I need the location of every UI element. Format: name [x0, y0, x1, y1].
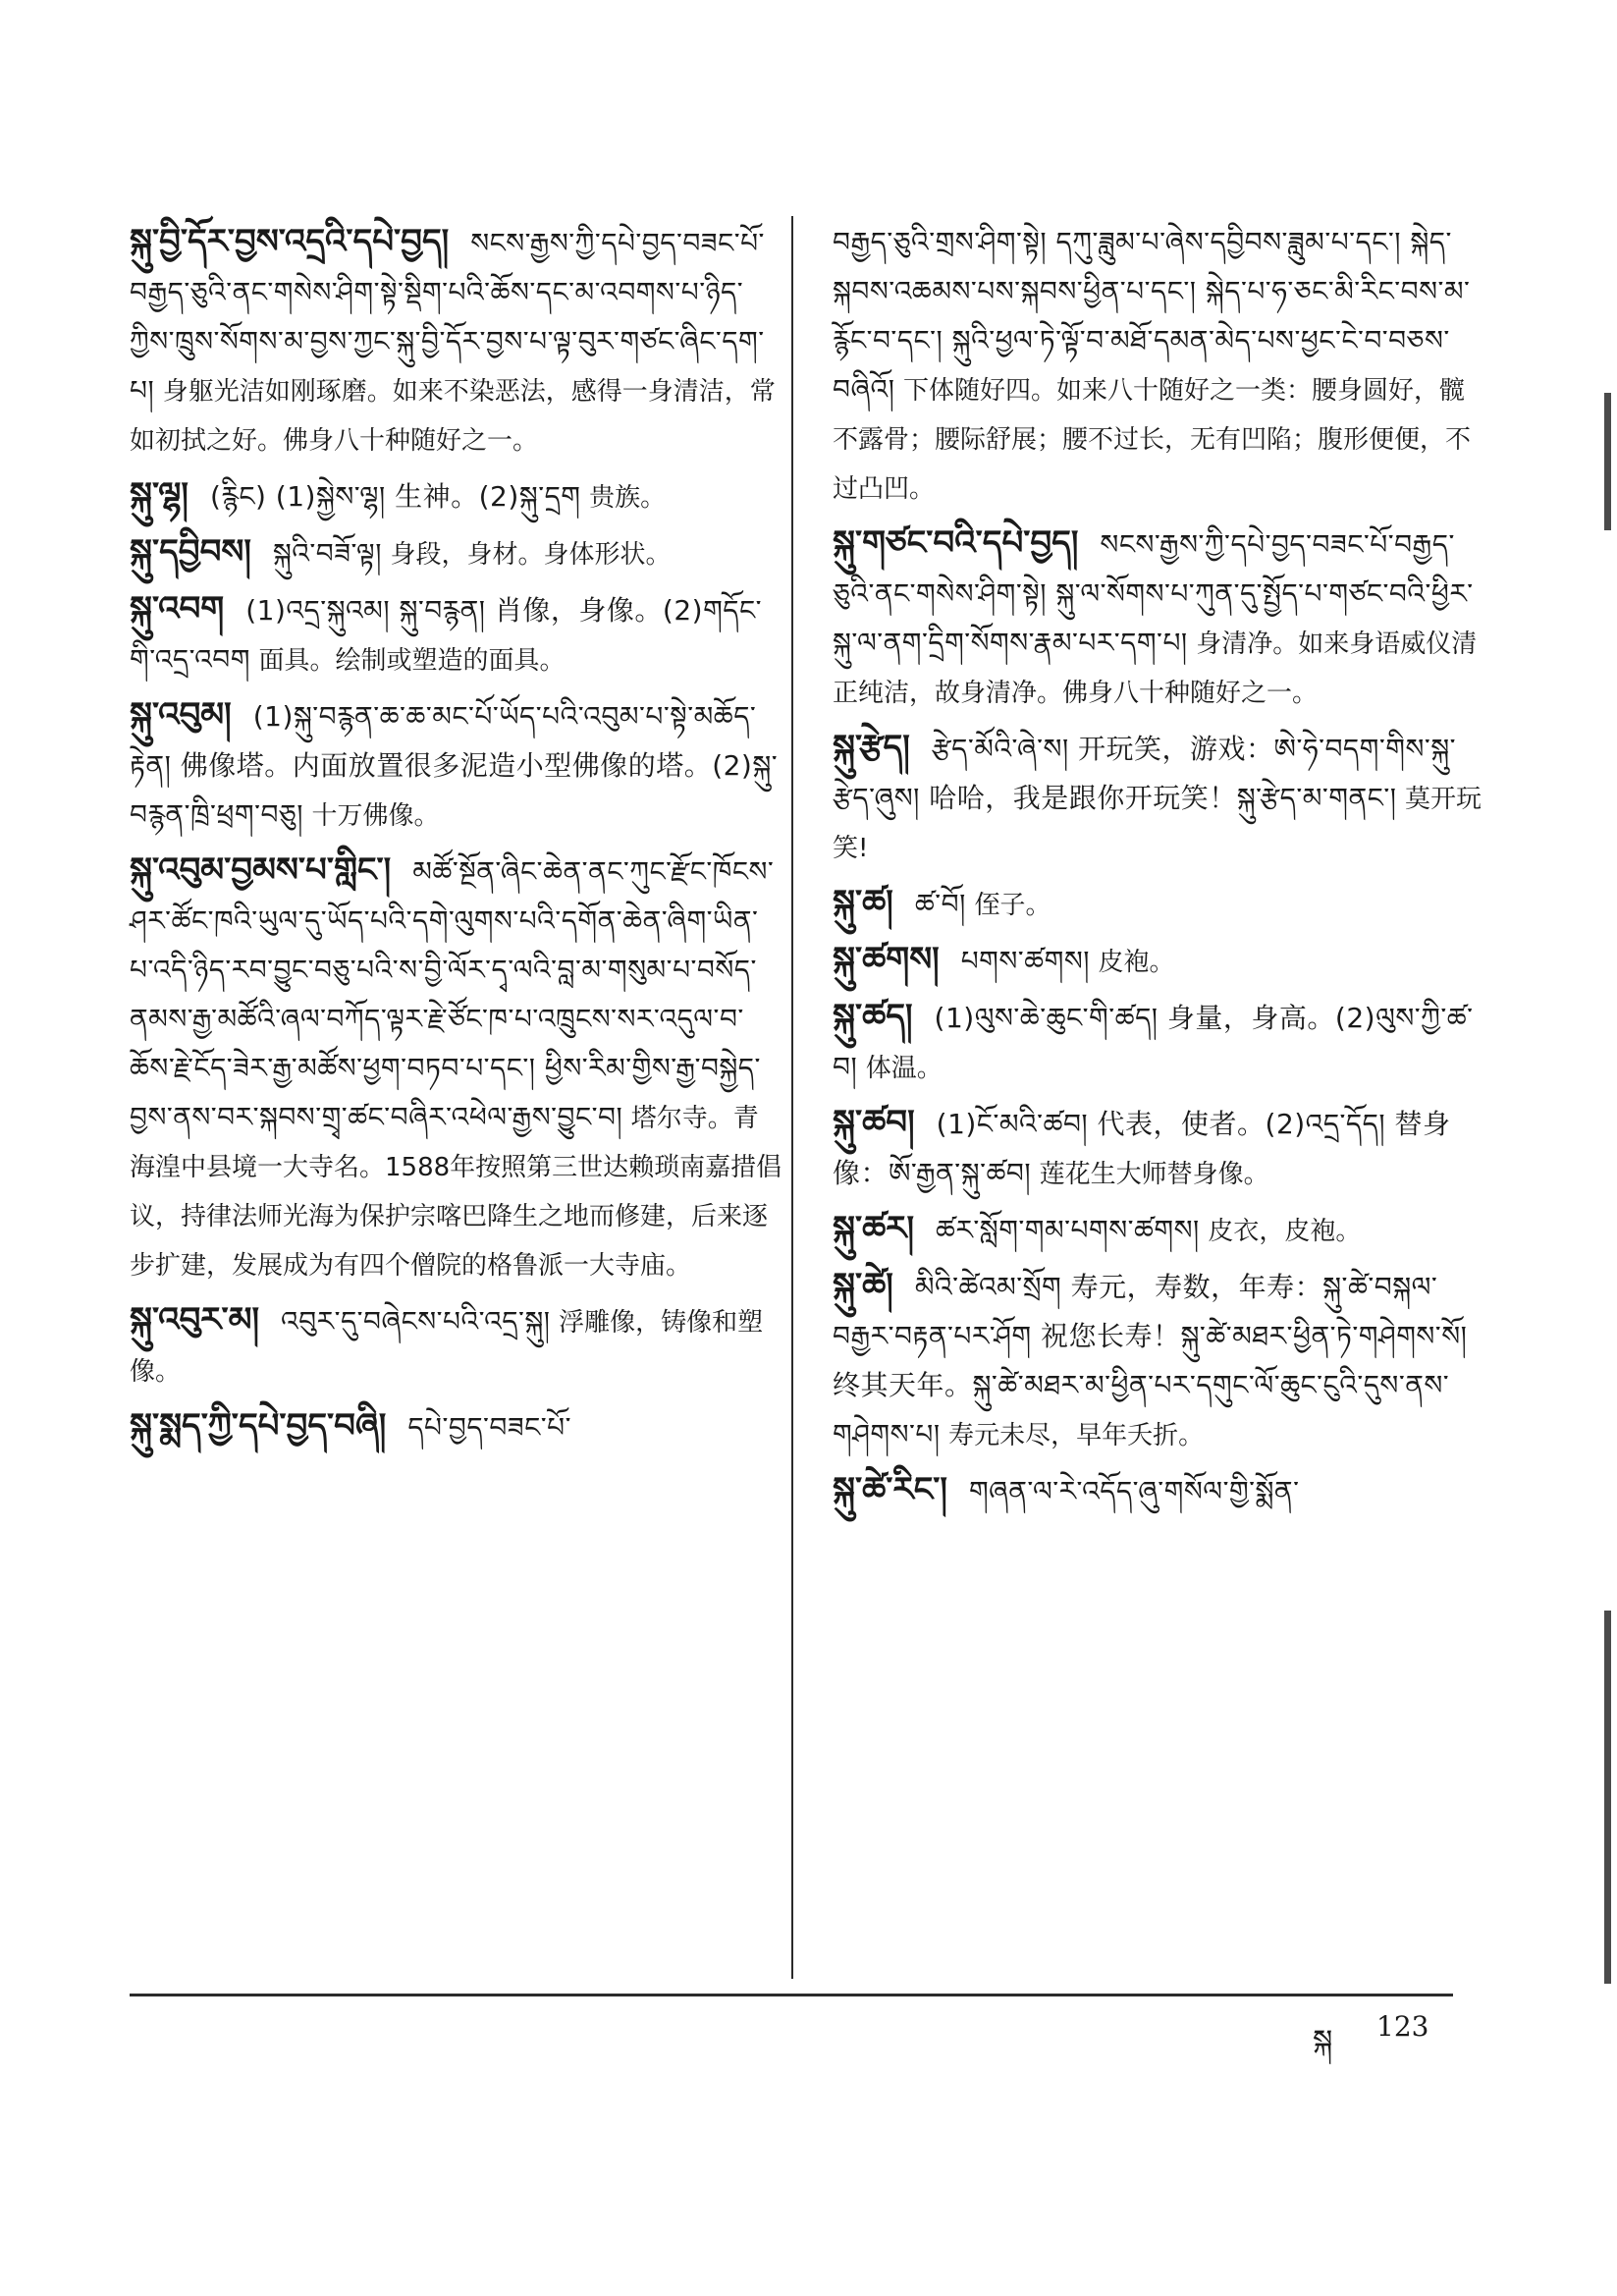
- entry-headword: སྐུ་འབག: [130, 589, 225, 629]
- entry-chinese-definition: 皮衣，皮袍。: [1208, 1217, 1362, 1246]
- edge-scan-mark: [1604, 1611, 1611, 1984]
- entry-headword: སྐུ་ཚེ་རིང་།: [833, 1470, 947, 1509]
- entry-headword: སྐུ་འབུམ་བྱམས་པ་གླིང་།: [130, 850, 392, 890]
- entry-tibetan-definition: གཞན་ལ་རེ་འདོད་ཞུ་གསོལ་གྱི་སྨོན་: [968, 1475, 1300, 1507]
- entry-tibetan-definition: མིའི་ཚེའམ་སྲོག 寿元，寿数，年寿：སྐུ་ཚེ་བསྐལ་བརྒྱར་བརྟན་པར་ཤོག 祝您长寿！སྐུ་ཚེ་མཐར་ཕྱིན་ཏེ་གཤེགས་སོ། 终其天年。སྐུ་ཚེ་མཐར་མ་ཕྱིན་པར་དགུང་ལོ་ཆུང་ངུའི་དུས་ནས་གཤེགས་པ།: [833, 1271, 1468, 1450]
- entry-tibetan-definition: རྩེད་མོའི་ཞེ་ས། 开玩笑，游戏：ཨེ་ཧེ་བདག་གིས་སྐུ་རྩེད་ཞུས། 哈哈，我是跟你开玩笑！སྐུ་རྩེད་མ་གནང་།: [833, 733, 1457, 814]
- entry-chinese-definition: 贵族。: [589, 483, 667, 513]
- entry-headword: སྐུ་ཚབ།: [833, 1103, 915, 1142]
- dictionary-entry: [130, 1402, 782, 1452]
- dictionary-entry: [833, 1262, 1485, 1460]
- column-divider: [791, 216, 793, 1979]
- dictionary-entry: [130, 471, 782, 522]
- entry-chinese-definition: 皮袍。: [1098, 948, 1175, 977]
- entry-chinese-definition: 塔尔寺。青海湟中县境一大寺名。1588年按照第三世达赖琐南嘉措倡议，持律法师光海为保护宗喀巴降生之地而修建，后来逐步扩建，发展成为有四个僧院的格鲁派一大寺庙。: [130, 1104, 782, 1281]
- dictionary-entry: [833, 1099, 1485, 1199]
- entry-chinese-definition: 面具。绘制或塑造的面具。: [258, 646, 566, 676]
- left-column: [130, 218, 782, 1458]
- dictionary-entry: [833, 1466, 1485, 1516]
- entry-tibetan-definition: སངས་རྒྱས་ཀྱི་དཔེ་བྱད་བཟང་པོ་བརྒྱད་ཅུའི་ནང་གསེས་ཤིག་སྟེ། སྐུ་ལ་སོགས་པ་ཀུན་དུ་སྤྱོད་པ་གཙང་བའི་ཕྱིར་སྐུ་ལ་ནག་དྲིག་སོགས་རྣམ་པར་དག་པ།: [833, 528, 1474, 659]
- entry-tibetan-definition: པགས་ཚགས།: [960, 945, 1090, 977]
- entry-tibetan-definition: (1)འདྲ་སྐུའམ། སྐུ་བརྙན། 肖像，身像。(2)གདོང་གི་འདྲ་འབག: [130, 594, 763, 676]
- entry-headword: སྐུ་ཚ།: [833, 883, 893, 922]
- dictionary-entry: [130, 528, 782, 579]
- entry-chinese-definition: 下体随好四。如来八十随好之一类：腰身圆好，髋不露骨；腰际舒展；腰不过长，无有凹陷；腹形便便，不过凸凹。: [833, 376, 1472, 504]
- entry-tibetan-definition: སྐུའི་བཟོ་ལྟ།: [272, 537, 382, 570]
- page-number: 123: [1376, 2010, 1429, 2043]
- entry-chinese-definition: 寿元未尽，早年夭折。: [948, 1421, 1205, 1450]
- entry-chinese-definition: 莫开玩笑!: [833, 785, 1482, 863]
- entry-tibetan-definition: མཚོ་སྔོན་ཞིང་ཆེན་ནང་ཀུང་རྫོང་ཁོངས་ཤར་ཚོང་ཁའི་ཡུལ་དུ་ཡོད་པའི་དགེ་ལུགས་པའི་དགོན་ཆེན་ཞིག་ཡིན་པ་འདི་ཉིད་རབ་བྱུང་བཅུ་པའི་ས་བྱི་ལོར་དྭ་ལའི་བླ་མ་གསུམ་པ་བསོད་ནམས་རྒྱ་མཚོའི་ཞལ་བཀོད་ལྟར་རྗེ་ཙོང་ཁ་པ་འཁྲུངས་སར་འདུལ་བ་ཆོས་རྗེ་ངོད་ཟེར་རྒྱ་མཚོས་ཕྱག་བཏབ་པ་དང་། ཕྱིས་རིམ་གྱིས་རྒྱ་བསྐྱེད་བྱས་ནས་བར་སྐབས་གྲྭ་ཚང་བཞིར་འཕེལ་རྒྱས་བྱུང་བ།: [130, 855, 775, 1133]
- entry-tibetan-definition: བརྒྱད་ཅུའི་གྲས་ཤིག་སྟེ། དཀུ་ཟླུམ་པ་ཞེས་དབྱིབས་ཟླུམ་པ་དང་། སྐེད་སྐབས་འཆམས་པས་སྐབས་ཕྱིན་པ་དང་། སྐེད་པ་ཧ་ཅང་མི་རིང་བས་མ་རྙོང་བ་དང་། སྐུའི་ཕྱལ་ཏེ་ལྟོ་བ་མཐོ་དམན་མེད་པས་ཕྱང་ངེ་བ་བཅས་བཞིའོ།: [833, 226, 1471, 406]
- entry-headword: སྐུ་གཙང་བའི་དཔེ་བྱད།: [833, 523, 1079, 563]
- entry-tibetan-definition: ཚར་སློག་གམ་པགས་ཚགས།: [936, 1214, 1200, 1246]
- dictionary-entry: [833, 936, 1485, 987]
- dictionary-entry: [833, 1205, 1485, 1256]
- entry-tibetan-definition: (1)སྐུ་བརྙན་ཆ་ཆ་མང་པོ་ཡོད་པའི་འབུམ་པ་སྟེ་མཆོད་རྟེན། 佛像塔。内面放置很多泥造小型佛像的塔。(2)སྐུ་བརྙན་ཁྲི་ཕྲག་བཅུ།: [130, 700, 779, 831]
- entry-tibetan-definition: དཔེ་བྱད་བཟང་པོ་: [407, 1411, 571, 1444]
- entry-chinese-definition: 侄子。: [974, 891, 1051, 920]
- entry-chinese-definition: 身段，身材。身体形状。: [390, 540, 672, 570]
- entry-chinese-definition: 身清净。如来身语威仪清正纯洁，故身清净。佛身八十种随好之一。: [833, 629, 1478, 708]
- entry-headword: སྐུ་ཚད།: [833, 997, 913, 1036]
- right-column: [833, 218, 1485, 1522]
- entry-tibetan-definition: (1)ངོ་མའི་ཚབ། 代表，使者。(2)འདྲ་དོད། 替身像：ཨོ་རྒྱན་སྐུ་ཚབ།: [833, 1108, 1451, 1189]
- entry-chinese-definition: 莲花生大师替身像。: [1039, 1160, 1269, 1189]
- dictionary-entry: [833, 218, 1485, 514]
- entry-headword: སྐུ་འབུར་མ།: [130, 1300, 260, 1339]
- footer-section-glyph: སྐ: [1313, 2024, 1333, 2058]
- dictionary-entry: [833, 993, 1485, 1093]
- entry-tibetan-definition: (རྙིང) (1)སྐྱེས་ལྷ། 生神。(2)སྐུ་དྲག: [209, 480, 581, 513]
- entry-chinese-definition: 身躯光洁如刚琢磨。如来不染恶法，感得一身清洁，常如初拭之好。佛身八十种随好之一。: [130, 377, 776, 456]
- entry-headword: སྐུ་ཚགས།: [833, 940, 940, 979]
- entry-headword: སྐུ་ཚེ།: [833, 1266, 893, 1305]
- entry-headword: སྐུ་བྱི་དོར་བྱས་འདྲའི་དཔེ་བྱད།: [130, 222, 450, 261]
- entry-tibetan-definition: (1)ལུས་ཆེ་ཆུང་གི་ཚད། 身量，身高。(2)ལུས་ཀྱི་ཚ་བ།: [833, 1002, 1474, 1083]
- dictionary-entry: [130, 218, 782, 465]
- entry-headword: སྐུ་རྩེད།: [833, 728, 910, 767]
- entry-headword: སྐུ་དབྱིབས།: [130, 532, 251, 572]
- dictionary-entry: [130, 585, 782, 685]
- dictionary-entry: [833, 519, 1485, 718]
- entry-tibetan-definition: ཚ་བོ།: [914, 888, 966, 920]
- entry-chinese-definition: 体温。: [865, 1054, 943, 1083]
- entry-headword: སྐུ་སྨད་ཀྱི་དཔེ་བྱད་བཞི།: [130, 1406, 387, 1446]
- entry-chinese-definition: 浮雕像，铸像和塑像。: [130, 1308, 764, 1387]
- entry-tibetan-definition: སངས་རྒྱས་ཀྱི་དཔེ་བྱད་བཟང་པོ་བརྒྱད་ཅུའི་ནང་གསེས་ཤིག་སྟེ་སྡིག་པའི་ཆོས་དང་མ་འབགས་པ་ཉིད་ཀྱིས་ཁྲུས་སོགས་མ་བྱས་ཀྱང་སྐུ་བྱི་དོར་བྱས་པ་ལྟ་བུར་གཙང་ཞིང་དག་པ།: [130, 227, 765, 407]
- entry-headword: སྐུ་ཚར།: [833, 1209, 915, 1248]
- dictionary-entry: [130, 847, 782, 1290]
- footer-rule: [130, 1994, 1453, 1996]
- dictionary-entry: [833, 724, 1485, 873]
- edge-thumb-tab: [1604, 393, 1611, 530]
- entry-tibetan-definition: འབུར་དུ་བཞེངས་པའི་འདྲ་སྐུ།: [281, 1305, 551, 1338]
- entry-chinese-definition: 十万佛像。: [311, 801, 440, 831]
- entry-headword: སྐུ་འབུམ།: [130, 695, 232, 735]
- entry-headword: སྐུ་ལྷ།: [130, 475, 189, 515]
- dictionary-entry: [130, 1296, 782, 1396]
- dictionary-entry: [130, 691, 782, 841]
- dictionary-entry: [833, 879, 1485, 930]
